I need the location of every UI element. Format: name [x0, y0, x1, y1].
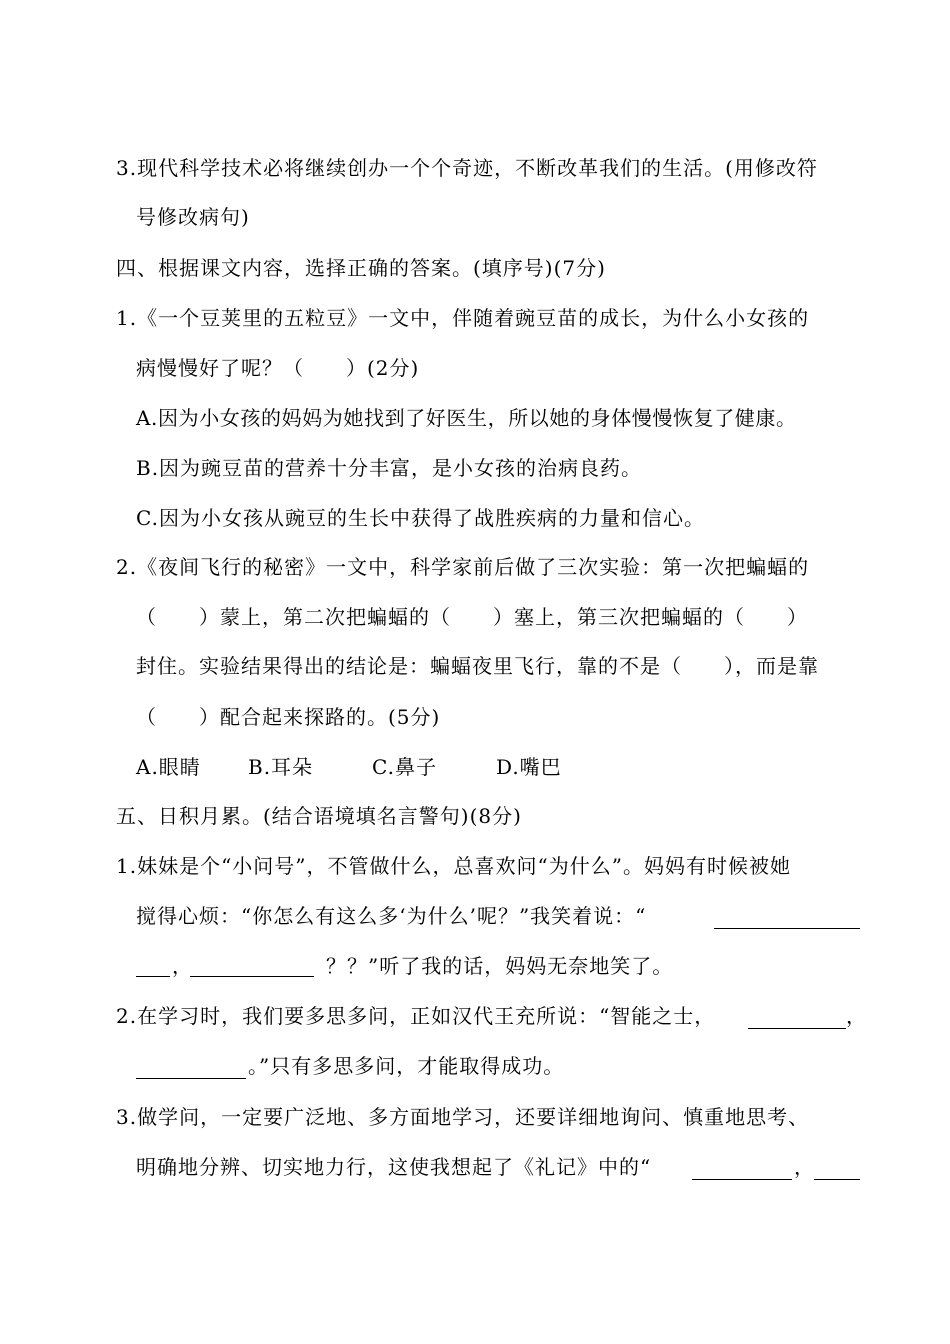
s3-question3-line1: 3.现代科学技术必将继续创办一个个奇迹，不断改革我们的生活。(用修改符	[116, 156, 818, 180]
s3-question3-line2: 号修改病句)	[136, 205, 250, 229]
answer-blank[interactable]	[714, 906, 860, 929]
section4-heading: 四、根据课文内容，选择正确的答案。(填序号)(7分)	[116, 256, 606, 280]
s5-question3-line1: 3.做学问，一定要广泛地、多方面地学习，还要详细地询问、慎重地思考、	[116, 1105, 810, 1129]
s4-question1-option-b: B.因为豌豆苗的营养十分丰富，是小女孩的治病良药。	[136, 456, 643, 480]
answer-blank[interactable]	[748, 1006, 846, 1029]
section5-heading: 五、日积月累。(结合语境填名言警句)(8分)	[116, 804, 522, 828]
answer-blank[interactable]	[136, 1056, 246, 1079]
option-b: B.耳朵	[248, 755, 314, 779]
s5-question1-line3-comma: ，	[172, 954, 193, 978]
option-d: D.嘴巴	[496, 755, 562, 779]
s4-question2-line3: 封住。实验结果得出的结论是：蝙蝠夜里飞行，靠的不是（ ），而是靠	[136, 654, 819, 678]
s5-question1-line1: 1.妹妹是个“小问号”，不管做什么，总喜欢问“为什么”。妈妈有时候被她	[116, 854, 791, 878]
answer-blank[interactable]	[814, 1157, 860, 1180]
option-c: C.鼻子	[372, 755, 437, 779]
option-a: A.眼睛	[136, 755, 201, 779]
s4-question1-line1: 1.《一个豆荚里的五粒豆》一文中，伴随着豌豆苗的成长，为什么小女孩的	[116, 306, 810, 330]
s4-question2-line4: （ ）配合起来探路的。(5分)	[136, 705, 441, 729]
s5-question3-line2: 明确地分辨、切实地力行，这使我想起了《礼记》中的“	[136, 1155, 652, 1179]
answer-blank[interactable]	[136, 954, 170, 977]
s5-question1-line2-text: 搅得心烦：“你怎么有这么多‘为什么’呢？”我笑着说：“	[136, 904, 647, 928]
s5-question2-line1-comma: ，	[846, 1004, 867, 1028]
answer-blank[interactable]	[190, 954, 314, 977]
s4-question1-option-a: A.因为小女孩的妈妈为她找到了好医生，所以她的身体慢慢恢复了健康。	[136, 406, 797, 430]
answer-blank[interactable]	[692, 1157, 792, 1180]
s5-question1-line3-text: ？？”听了我的话，妈妈无奈地笑了。	[326, 954, 674, 978]
s5-question2-line1: 2.在学习时，我们要多思多问，正如汉代王充所说：“智能之士，	[116, 1004, 716, 1028]
s5-question3-line2-comma: ，	[794, 1155, 815, 1179]
s5-question2-line2-text: 。”只有多思多问，才能取得成功。	[248, 1054, 565, 1078]
s4-question1-line2: 病慢慢好了呢？（ ）(2分)	[136, 356, 420, 380]
s5-question1-line2	[136, 902, 646, 930]
s4-question2-line1: 2.《夜间飞行的秘密》一文中，科学家前后做了三次实验：第一次把蝙蝠的	[116, 555, 810, 579]
s4-question1-option-c: C.因为小女孩从豌豆的生长中获得了战胜疾病的力量和信心。	[136, 506, 705, 530]
s4-question2-line2: （ ）蒙上，第二次把蝙蝠的（ ）塞上，第三次把蝙蝠的（ ）	[136, 605, 808, 629]
